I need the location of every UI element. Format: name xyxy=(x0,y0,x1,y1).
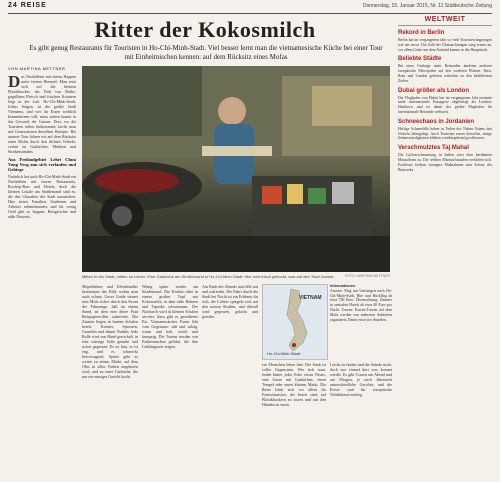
sidebar-article-title: Beliebte Städte xyxy=(398,56,442,63)
article-column-1 xyxy=(8,74,76,474)
vietnam-map-graphic xyxy=(263,285,327,359)
info-title: Informationen xyxy=(330,284,356,288)
sidebar-article xyxy=(398,119,492,141)
sidebar-article-text: Berlin hat im vergangenen Jahr so viele Touristen angezogen wie nie zuvor. Die Zahl der Übernachtungen stieg erneut an, vor allem Gäste aus dem Ausland kamen in die Hauptstadt. xyxy=(398,38,492,52)
article-column-2 xyxy=(82,284,138,480)
section-label: REISE xyxy=(20,2,47,9)
photo-caption: Mitten in der Stadt, mitten im Leben: Eine Garküche am Straßenrand in Ho-Chi-Minh-Stadt. Hier wird frisch gekocht, was auf den Tisch kommt. xyxy=(82,274,335,279)
sidebar-article-title: Verschmutztes Taj Mahal xyxy=(398,145,469,152)
street-kitchen-illustration xyxy=(82,66,390,272)
sidebar-article-text: Heftige Schneefälle haben in Teilen des Nahen Ostens den Verkehr lahmgelegt. Auch Touristen waren betroffen, einige Sehenswürdigkeiten blieben vorübergehend geschlossen. xyxy=(398,126,492,141)
sidebar-article-text: Bei einer Umfrage unter Reisenden landeten mehrere europäische Metropolen auf den vorderen Plätzen. Paris, Rom und London gehören weiterhin zu den beliebtesten Zielen. xyxy=(398,64,492,83)
column-3-text: Wenig später wieder am Straßenrand. Die Köchin rührt in einem großen Topf mit Kokosmilch, in dem süße Bohnen und Tapioka schwimmen. Der Nachtisch wird in kleinen Schalen serviert, dazu gibt es gestoßenes Eis. Vietnamesisches Essen lebt vom Gegensatz: süß und salzig, warm und kalt, weich und knusprig. Die Touren werden von Einheimischen geführt, die ihre Lieblingsorte zeigen. xyxy=(142,284,198,349)
sidebar-article xyxy=(398,145,492,172)
sidebar-article-title: Schneechaos in Jordanien xyxy=(398,118,475,125)
sidebar-article-text: Die Luftverschmutzung in Indien setzt dem berühmten Mausoleum zu. Die weißen Marmorfassaden verfärben sich, Fachleute fordern strengere Maßnahmen zum Schutz des Bauwerks. xyxy=(398,153,492,172)
article-photo xyxy=(82,66,390,272)
article-column-4 xyxy=(202,284,258,480)
sidebar-article xyxy=(398,56,492,83)
location-map xyxy=(262,284,328,360)
column-6-text: Leicht zu finden sind die Stände nicht, doch wer einmal dort war, kommt wieder. Es gibt Touren am Abend und am Morgen, je nach Jahreszeit unterschiedliche Gerichte, und die Preise sind für europäische Verhältnisse niedrig. xyxy=(330,362,392,397)
photo-credit: FOTO: MARTINA METTNER xyxy=(345,274,390,278)
weltweit-sidebar xyxy=(398,13,492,482)
sidebar-article xyxy=(398,30,492,52)
column-4-text: Am Ende des Abends sind alle satt und zufrieden. Die Fahrt durch die Stadt bei Nacht ist ein Erlebnis für sich, die Lichter spiegeln sich auf den nassen Straßen, und überall wird gegessen, gelacht und geredet. xyxy=(202,284,258,319)
article-headline: Ritter der Kokosmilch xyxy=(94,17,316,42)
article-byline: VON MARTINA METTNER xyxy=(8,66,66,71)
page-number: 24 xyxy=(8,2,18,9)
info-box xyxy=(330,284,392,322)
article-column-5 xyxy=(262,362,326,480)
drop-cap: D xyxy=(8,74,21,91)
article-dek: Es gibt genug Restaurants für Touristen in Ho-Chi-Minh-Stadt. Viel besser lernt man die vietnamesische Küche bei einer Tour mit Einheimischen kennen: auf dem Rücksitz eines Mofas xyxy=(29,44,383,61)
column-2-text: Mopedfahrer und Kleinhändler bestimmen das Bild, wohin man auch schaut. Unser Guide steuert sein Mofa sicher durch den Strom der Fahrzeuge, hält an einem Stand, an dem eine ältere Frau Reispapierrollen zubereitet. Die Zutaten liegen in bunten Schalen bereit: Kräuter, Sprossen, Garnelen und dünne Nudeln. Jede Rolle wird von Hand gewickelt, in eine würzige Soße getunkt und sofort gegessen. Es ist laut, es ist eng, und es schmeckt hervorragend. Später geht es weiter zu einem Markt, auf dem Obst in allen Farben angeboten wird, und zu einer Garküche, die nur ein einziges Gericht kocht. xyxy=(82,284,138,379)
sidebar-article xyxy=(398,88,492,115)
sidebar-article-title: Dubai größer als London xyxy=(398,87,470,94)
sidebar-article-text: Der Flughafen von Dubai hat im vergangenen Jahr erstmals mehr internationale Passagiere abgefertigt als London-Heathrow und ist damit der größte Flughafen für internationale Reisende weltweit. xyxy=(398,95,492,114)
article-column-6 xyxy=(330,362,392,480)
column-1-text-2: Natürlich hat auch Ho-Chi-Minh-Stadt ein Nachtleben mit teuren Restaurants, Rooftop-Bars und Hotels, doch die kleinen Lokale am Straßenrand sind es, die den Charakter der Stadt ausmachen. Hier sitzen Familien, Studenten und Arbeiter nebeneinander, und für wenig Geld gibt es Suppen, Reisgerichte und süße Desserts. xyxy=(8,174,76,219)
map-city-label: Ho-Chi-Minh-Stadt xyxy=(267,351,301,356)
issue-date: Donnerstag, 15. Januar 2015, Nr. 11 Süddeutsche Zeitung xyxy=(362,3,492,9)
article-subhead: Aus Freilaufgebiet Lehrt Chưa Vong Verg ann sich verlaufen und Gebirge xyxy=(8,157,76,172)
page-number-section xyxy=(8,2,47,9)
article-column-3 xyxy=(142,284,198,480)
column-5-text: ein Menschen leben hier. Die Stadt ist voller Gegensätze. Wer sich traut, findet hinter jeder Ecke etwas Neues, eine Gasse mit Garküchen, einen Tempel oder einen kleinen Markt. Die Reise lohnt sich vor allem für Feinschmecker, die bereit sind, auf Plastikhockern zu sitzen und mit den Händen zu essen. xyxy=(262,362,326,407)
info-text: Anreise: Flug mit Umsteigen nach Ho-Chi-Minh-Stadt, Hin- und Rückflug ab etwa 700 Euro. Übernachtung: Zimmer in zentralen Hotels ab etwa 40 Euro pro Nacht. Touren: Essens-Touren auf dem Mofa werden von mehreren Anbietern organisiert, Dauer etwa vier Stunden. xyxy=(330,288,392,322)
sidebar-section-title: WELTWEIT xyxy=(398,13,492,26)
sidebar-article-title: Rekord in Berlin xyxy=(398,30,445,36)
photo-caption-box xyxy=(82,274,390,279)
map-country-label: VIETNAM xyxy=(299,295,322,301)
column-1-text: as Nachtleben mit einem Happen unter freiem Himmel: Man setzt sich auf die kleinen Plastikhocker, der Duft von Brühe, gegrilltem Fleisch und frischen Kräutern liegt in der Luft. Ho-Chi-Minh-Stadt, früher Saigon, ist die größte Stadt Vietnams, und wer ihr Essen wirklich kennenlernen will, muss mitten hinein in das Gewusel der Gassen. Dort, wo die Touristen selten hinkommen, kocht man seit Generationen dieselben Rezepte. Bei unserer Tour fahren wir auf dem Rücksitz eines Mofas durch den dichten Verkehr, vorbei an Garküchen, Märkten und Straßenständen. xyxy=(8,74,76,154)
